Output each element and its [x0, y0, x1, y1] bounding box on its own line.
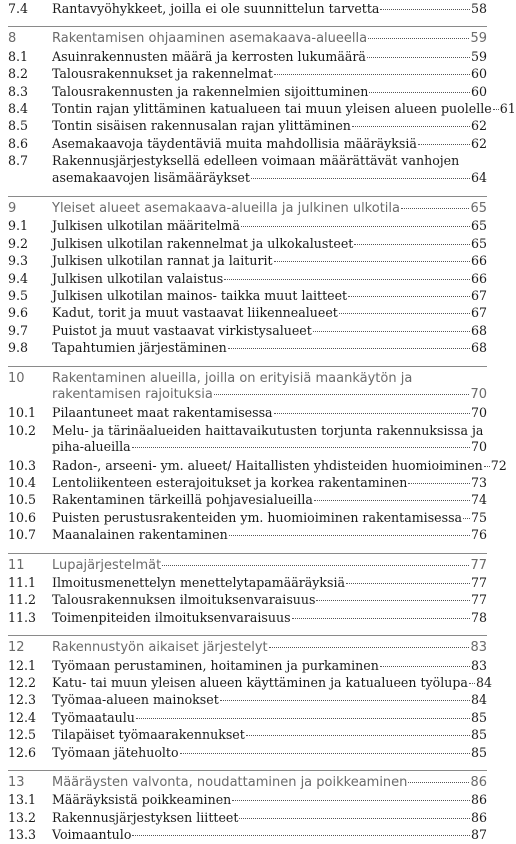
toc-title-text: Rantavyöhykkeet, joilla ei ole suunnittelun tarvetta [52, 1, 380, 16]
dot-leader [348, 296, 470, 297]
toc-title-text: piha-alueilla [52, 439, 131, 455]
toc-page-number: 84 [470, 692, 487, 708]
dot-leader [228, 348, 470, 349]
toc-number: 9.5 [8, 288, 29, 303]
toc-title-text: Asemakaavoja täydentäviä muita mahdollisia määräyksiä [52, 135, 417, 151]
toc-page-number: 84 [475, 675, 492, 690]
dot-leader [239, 818, 470, 819]
toc-page-number: 72 [490, 457, 507, 473]
toc-number: 13.3 [8, 827, 37, 843]
toc-title [52, 610, 487, 627]
dot-leader [484, 466, 490, 467]
toc-title [52, 218, 487, 235]
dot-leader [408, 483, 470, 484]
chapter-divider [8, 196, 487, 197]
dot-leader [292, 618, 470, 619]
dot-leader [132, 835, 470, 836]
toc-page-number: 59 [470, 31, 487, 47]
toc-title [52, 1, 487, 18]
toc-page-number: 61 [499, 101, 516, 116]
toc-number: 8.5 [8, 118, 29, 134]
toc-title-text: Maanalainen rakentaminen [52, 527, 228, 543]
toc-title [52, 575, 487, 592]
toc-page-number: 87 [470, 827, 487, 843]
toc-title [52, 66, 487, 83]
toc-number: 10.6 [8, 509, 37, 525]
toc-title [52, 692, 487, 709]
toc-title-text: Julkisen ulkotilan valaistus [52, 270, 224, 286]
toc-number: 11.1 [8, 575, 37, 590]
toc-number: 9 [8, 201, 17, 216]
toc-number: 11 [8, 557, 25, 573]
dot-leader [469, 683, 475, 684]
toc-number: 8.1 [8, 48, 29, 64]
toc-number: 10.7 [8, 527, 37, 543]
toc-number: 10 [8, 370, 25, 386]
dot-leader [346, 583, 470, 584]
toc-title [52, 792, 487, 809]
toc-title [52, 510, 487, 527]
dot-leader [232, 800, 470, 801]
dot-leader [241, 226, 470, 227]
toc-number: 12.5 [8, 727, 37, 743]
toc-title-text: Puisten perustusrakenteiden ym. huomioiminen rakentamisessa [52, 509, 463, 525]
toc-title [52, 827, 487, 844]
toc-page-number: 65 [470, 235, 487, 251]
toc-title-text: Melu- ja tärinäalueiden haittavaikutusten torjunta rakennuksissa ja [52, 422, 484, 438]
toc-page-number: 77 [470, 557, 487, 573]
toc-number: 9.6 [8, 305, 29, 321]
toc-title-text: Talousrakennukset ja rakennelmat [52, 66, 273, 82]
toc-title [52, 475, 487, 492]
dot-leader [274, 261, 470, 262]
toc-title [52, 727, 487, 744]
toc-page-number: 60 [470, 83, 487, 99]
toc-title-text: Tapahtumien järjestäminen [52, 340, 227, 356]
toc-title [52, 340, 487, 357]
toc-page-number: 76 [470, 527, 487, 543]
dot-leader [380, 666, 470, 667]
dot-leader [367, 57, 470, 58]
toc-title-text: Julkisen ulkotilan rannat ja laiturit [52, 253, 273, 269]
toc-title [52, 558, 487, 575]
toc-page-number: 86 [470, 775, 487, 790]
toc-title-text: Tontin rajan ylittäminen katualueen tai muun yleisen alueen puolelle [52, 101, 492, 116]
dot-leader [274, 74, 470, 75]
toc-title [52, 492, 487, 509]
toc-title [52, 371, 487, 404]
toc-number: 9.7 [8, 322, 29, 338]
toc-page-number: 77 [470, 592, 487, 608]
toc-page-number: 59 [470, 48, 487, 64]
dot-leader [180, 753, 470, 754]
dot-leader [229, 535, 470, 536]
toc-title [52, 305, 487, 322]
toc-page-number: 62 [470, 135, 487, 151]
toc-title-text: Talousrakennuksen ilmoituksenvaraisuus [52, 592, 316, 608]
toc-number: 8 [8, 31, 17, 47]
toc-number: 11.3 [8, 609, 37, 625]
toc-page-number: 64 [470, 169, 487, 185]
toc-title [52, 253, 487, 270]
toc-title [52, 31, 487, 48]
dot-leader [401, 208, 469, 209]
dot-leader [493, 109, 499, 110]
toc-title [52, 640, 487, 657]
toc-page-number: 78 [470, 609, 487, 625]
toc-number: 10.4 [8, 475, 37, 490]
toc-number: 10.1 [8, 405, 37, 421]
toc-title-text: Asuinrakennusten määrä ja kerrosten lukumäärä [52, 48, 366, 64]
toc-number: 9.2 [8, 235, 29, 251]
toc-page-number: 85 [470, 727, 487, 743]
toc-number: 12.6 [8, 744, 37, 760]
dot-leader [380, 9, 470, 10]
toc-title [52, 775, 487, 792]
toc-number: 9.3 [8, 253, 29, 269]
toc-title-text: Työmaa-alueen mainokset [52, 692, 219, 708]
toc-page-number: 68 [470, 322, 487, 338]
dot-leader [274, 413, 470, 414]
toc-title-text: Voimaantulo [52, 827, 132, 843]
toc-title [52, 84, 487, 101]
toc-title-text: rakentamisen rajoituksia [52, 387, 213, 403]
toc-title-text: Rakennusjärjestyksellä edelleen voimaan määrättävät vanhojen [52, 153, 460, 169]
toc-number: 13.2 [8, 809, 37, 825]
toc-title [52, 271, 487, 288]
dot-leader [313, 331, 470, 332]
toc-number: 8.4 [8, 101, 29, 116]
toc-number: 9.1 [8, 218, 29, 234]
dot-leader [132, 447, 470, 448]
toc-page-number: 83 [470, 640, 487, 656]
dot-leader [418, 144, 470, 145]
toc-page-number: 67 [470, 305, 487, 321]
toc-page-number: 77 [470, 575, 487, 590]
toc-page-number: 68 [470, 340, 487, 356]
dot-leader [136, 718, 470, 719]
toc-page-number: 85 [470, 744, 487, 760]
dot-leader [314, 500, 470, 501]
toc-title-text: Katu- tai muun yleisen alueen käyttäminen ja katualueen työlupa [52, 675, 468, 690]
toc-title-text: Rakennusjärjestyksen liitteet [52, 809, 239, 825]
toc-title-text: Talousrakennusten ja rakennelmien sijoittuminen [52, 83, 369, 99]
toc-title-text: Määräyksistä poikkeaminen [52, 792, 232, 808]
dot-leader [220, 700, 470, 701]
toc-page-number: 67 [470, 288, 487, 303]
toc-title-text: Pilaantuneet maat rakentamisessa [52, 405, 273, 421]
dot-leader [214, 394, 470, 395]
toc-number: 10.2 [8, 422, 37, 438]
toc-title-text: Ilmoitusmenettelyn menettelytapamääräyksiä [52, 575, 346, 590]
toc-title-text: Rakennustyön aikaiset järjestelyt [52, 640, 268, 656]
toc-number: 7.4 [8, 1, 29, 16]
toc-page-number: 65 [470, 218, 487, 234]
toc-title [52, 288, 487, 305]
toc-title-text: Tilapäiset työmaarakennukset [52, 727, 245, 743]
toc-title [52, 405, 487, 422]
dot-leader [368, 38, 469, 39]
toc-number: 10.5 [8, 492, 37, 508]
toc-page-number: 58 [470, 1, 487, 16]
toc-title-text: Rakentaminen tärkeillä pohjavesialueilla [52, 492, 313, 508]
dot-leader [352, 126, 470, 127]
toc-number: 13.1 [8, 792, 37, 808]
chapter-divider [8, 553, 487, 554]
toc-title-text: Kadut, torit ja muut vastaavat liikennealueet [52, 305, 338, 321]
toc-title [52, 323, 487, 340]
toc-number: 8.6 [8, 135, 29, 151]
toc-number: 12.1 [8, 657, 37, 673]
dot-leader [408, 782, 469, 783]
toc-number: 8.2 [8, 66, 29, 82]
toc-title [52, 745, 487, 762]
toc-page-number: 83 [470, 657, 487, 673]
toc-number: 9.4 [8, 270, 29, 286]
toc-title [52, 675, 492, 692]
toc-page-number: 70 [470, 439, 487, 455]
toc-title-text: Radon-, arseeni- ym. alueet/ Haitallisten yhdisteiden huomioiminen [52, 457, 483, 473]
toc-number: 8.7 [8, 153, 29, 169]
toc-title [52, 236, 487, 253]
toc-title-text: Puistot ja muut vastaavat virkistysalueet [52, 322, 312, 338]
dot-leader [162, 565, 469, 566]
toc-title [52, 710, 487, 727]
toc-number: 11.2 [8, 592, 37, 608]
toc-title [52, 810, 487, 827]
toc-page-number: 74 [470, 492, 487, 508]
toc-title-text: Rakentaminen alueilla, joilla on erityisiä maankäytön ja [52, 370, 413, 386]
toc-page-number: 73 [470, 475, 487, 490]
toc-title [52, 101, 516, 118]
toc-title [52, 527, 487, 544]
chapter-divider [8, 770, 487, 771]
toc-title [52, 658, 487, 675]
toc-title [52, 118, 487, 135]
toc-page-number: 75 [470, 509, 487, 525]
toc-title [52, 457, 507, 475]
toc-title-text: Lentoliikenteen esterajoitukset ja korkea rakentaminen [52, 475, 408, 490]
toc-page-number: 70 [470, 405, 487, 421]
chapter-divider [8, 26, 487, 27]
chapter-divider [8, 366, 487, 367]
toc-title-text: Lupajärjestelmät [52, 557, 162, 573]
toc-title [52, 136, 487, 153]
dot-leader [246, 735, 470, 736]
toc-title-text: asemakaavojen lisämääräykset [52, 169, 250, 185]
toc-number: 9.8 [8, 340, 29, 356]
toc-number: 12 [8, 640, 25, 656]
toc-title-text: Julkisen ulkotilan määritelmä [52, 218, 240, 234]
toc-page-number: 86 [470, 792, 487, 808]
toc-title-text: Työmaataulu [52, 709, 135, 725]
toc-title-text: Työmaan jätehuolto [52, 744, 179, 760]
toc-page-number: 66 [470, 253, 487, 269]
dot-leader [463, 518, 470, 519]
toc-title-text: Julkisen ulkotilan rakennelmat ja ulkokalusteet [52, 235, 354, 251]
toc-title-text: Työmaan perustaminen, hoitaminen ja purkaminen [52, 657, 379, 673]
toc-page-number: 70 [470, 387, 487, 403]
toc-title-text: Rakentamisen ohjaaminen asemakaava-alueella [52, 31, 368, 47]
dot-leader [269, 647, 470, 648]
toc-number: 12.2 [8, 675, 37, 690]
toc-title [52, 49, 487, 66]
toc-title-text: Toimenpiteiden ilmoituksenvaraisuus [52, 609, 291, 625]
toc-page-number: 66 [470, 270, 487, 286]
toc-page-number: 65 [470, 201, 487, 216]
toc-title-text: Määräysten valvonta, noudattaminen ja poikkeaminen [52, 775, 408, 790]
dot-leader [251, 178, 470, 179]
toc-number: 10.3 [8, 457, 37, 473]
toc-title-text: Julkisen ulkotilan mainos- taikka muut laitteet [52, 288, 348, 303]
toc-title [52, 153, 487, 186]
dot-leader [354, 244, 470, 245]
dot-leader [339, 313, 470, 314]
toc-number: 13 [8, 775, 25, 790]
toc-page-number: 85 [470, 709, 487, 725]
toc-number: 8.3 [8, 83, 29, 99]
dot-leader [369, 92, 470, 93]
toc-title [52, 423, 487, 456]
dot-leader [224, 279, 470, 280]
toc-title [52, 201, 487, 218]
toc-page-number: 60 [470, 66, 487, 82]
toc-page-number: 86 [470, 809, 487, 825]
toc-number: 12.4 [8, 709, 37, 725]
toc-title-text: Yleiset alueet asemakaava-alueilla ja julkinen ulkotila [52, 201, 400, 216]
toc-title-text: Tontin sisäisen rakennusalan rajan ylittäminen [52, 118, 351, 134]
toc-title [52, 592, 487, 609]
chapter-divider [8, 635, 487, 636]
dot-leader [316, 600, 469, 601]
toc-page-number: 62 [470, 118, 487, 134]
toc-number: 12.3 [8, 692, 37, 708]
